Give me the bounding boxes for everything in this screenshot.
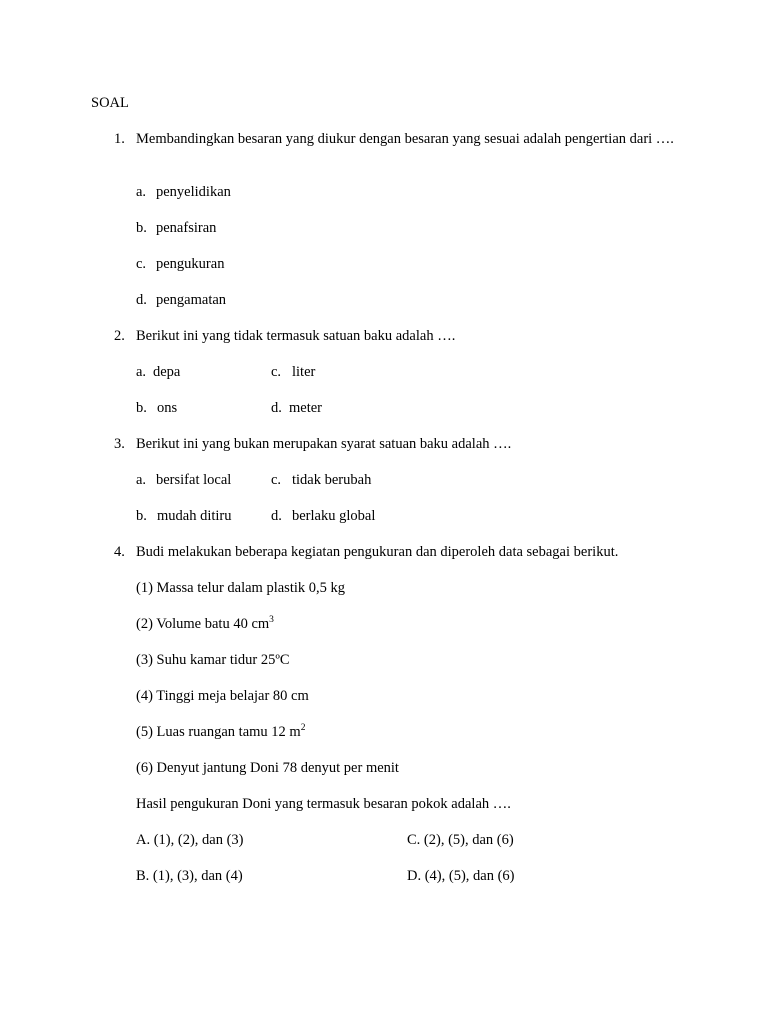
q3-option-c-letter: c. bbox=[271, 472, 282, 488]
q2-option-a-letter: a. bbox=[136, 364, 147, 380]
q2-option-d-letter: d. bbox=[271, 400, 282, 416]
q4-data-item-1: (1) Massa telur dalam plastik 0,5 kg bbox=[136, 580, 345, 596]
q1-option-a-letter: a. bbox=[136, 184, 147, 200]
q1-option-b-letter: b. bbox=[136, 220, 147, 236]
q4-data-item-6: (6) Denyut jantung Doni 78 denyut per menit bbox=[136, 760, 399, 776]
q3-text: Berikut ini yang bukan merupakan syarat satuan baku adalah …. bbox=[136, 436, 512, 452]
q1-option-a-text: penyelidikan bbox=[156, 184, 231, 200]
q3-option-b-letter: b. bbox=[136, 508, 147, 524]
q3-number: 3. bbox=[114, 436, 125, 452]
q4-question: Hasil pengukuran Doni yang termasuk besaran pokok adalah …. bbox=[136, 796, 511, 812]
q3-option-a-letter: a. bbox=[136, 472, 147, 488]
q4-data-item-4: (4) Tinggi meja belajar 80 cm bbox=[136, 688, 309, 704]
q3-option-c-text: tidak berubah bbox=[292, 472, 372, 488]
q3-option-a-text: bersifat local bbox=[156, 472, 232, 488]
q2-option-b-text: ons bbox=[157, 400, 178, 416]
q3-option-d-text: berlaku global bbox=[292, 508, 376, 524]
q4-option-c: C. (2), (5), dan (6) bbox=[407, 832, 514, 848]
q1-option-d-text: pengamatan bbox=[156, 292, 227, 308]
q2-option-b-letter: b. bbox=[136, 400, 147, 416]
q1-option-c-letter: c. bbox=[136, 256, 147, 272]
q1-number: 1. bbox=[114, 131, 125, 147]
q1-text: Membandingkan besaran yang diukur dengan besaran yang sesuai adalah pengertian dari …. bbox=[136, 131, 674, 147]
page-heading: SOAL bbox=[91, 95, 129, 111]
q4-number: 4. bbox=[114, 544, 125, 560]
q4-option-a: A. (1), (2), dan (3) bbox=[136, 832, 244, 848]
q1-option-c-text: pengukuran bbox=[156, 256, 225, 272]
q3-option-d-letter: d. bbox=[271, 508, 282, 524]
superscript: 2 bbox=[300, 723, 306, 734]
q2-option-c-letter: c. bbox=[271, 364, 282, 380]
q4-data-item-2: (2) Volume batu 40 $cm^3$ bbox=[136, 615, 274, 632]
q1-option-d-letter: d. bbox=[136, 292, 147, 308]
q2-option-a-text: depa bbox=[153, 364, 181, 380]
q2-text: Berikut ini yang tidak termasuk satuan baku adalah …. bbox=[136, 328, 456, 344]
q2-option-d-text: meter bbox=[289, 400, 323, 416]
superscript: 3 bbox=[269, 615, 274, 626]
q2-option-c-text: liter bbox=[292, 364, 316, 380]
q4-data-item-3: (3) Suhu kamar tidur 25ºC bbox=[136, 652, 290, 668]
q4-data-item-5: (5) Luas ruangan tamu 12 $m^2$ bbox=[136, 723, 306, 740]
q4-text: Budi melakukan beberapa kegiatan pengukuran dan diperoleh data sebagai berikut. bbox=[136, 544, 619, 560]
q1-option-b-text: penafsiran bbox=[156, 220, 217, 236]
q4-option-d: D. (4), (5), dan (6) bbox=[407, 868, 515, 884]
q2-number: 2. bbox=[114, 328, 125, 344]
q3-option-b-text: mudah ditiru bbox=[157, 508, 232, 524]
q4-option-b: B. (1), (3), dan (4) bbox=[136, 868, 243, 884]
